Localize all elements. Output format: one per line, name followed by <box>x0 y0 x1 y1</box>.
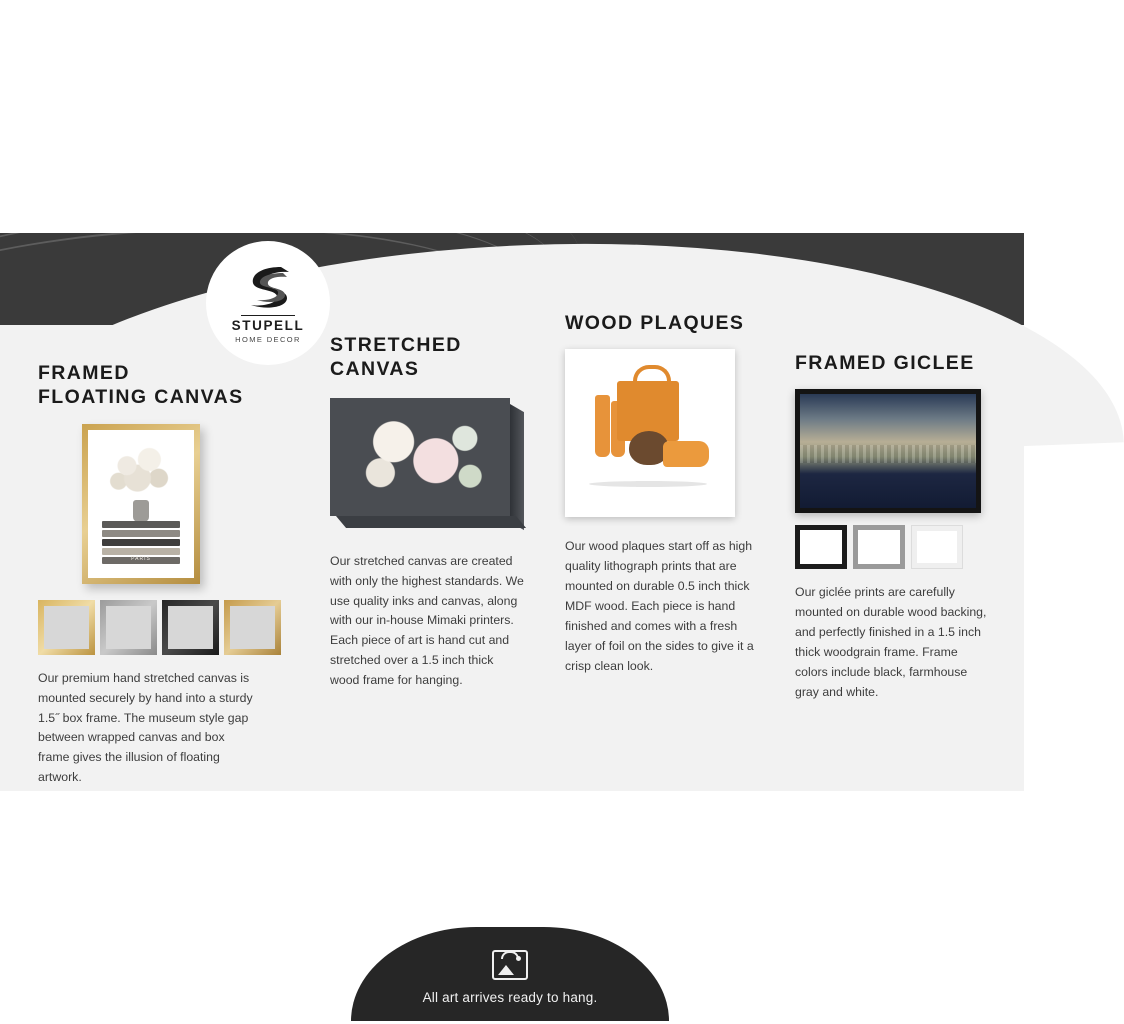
column-body-text: Our premium hand stretched canvas is mounted securely by hand into a sturdy 1.5˝ box frame. The museum style gap between wrapped canvas and box frame gives the illusion of floating artwork. <box>38 670 253 785</box>
book-label: PARIS <box>131 555 151 562</box>
brand-logo-badge <box>206 241 330 365</box>
column-title <box>330 333 540 382</box>
frame-color-farmhouse-gray[interactable] <box>853 525 905 569</box>
scarf-artwork <box>663 441 709 467</box>
stupell-swirl-logo-icon <box>241 263 295 311</box>
header-dark-bar <box>0 233 1024 325</box>
bouquet-artwork <box>106 444 176 506</box>
frame-swatch-black[interactable] <box>162 600 219 655</box>
column-title-line2: CANVAS <box>330 358 420 381</box>
column-body-text: Our stretched canvas are created with only the highest standards. We use quality inks and canvas, along with our in-house Mimaki printers. Each piece of art is hand cut and stretched over a 1.5 inch thick wood frame for hanging. <box>330 553 524 688</box>
floral-artwork <box>354 416 486 502</box>
column-wood-plaques <box>565 311 765 677</box>
infographic-band <box>0 233 1024 1005</box>
column-body-text: Our giclée prints are carefully mounted on durable wood backing, and perfectly finished in a 1.5 inch thick woodgrain frame. Frame colors include black, farmhouse gray and white. <box>795 585 987 699</box>
canvas-side-edge <box>510 404 524 530</box>
column-title-line1: FRAMED GICLEE <box>795 352 975 374</box>
product-image-wood-plaque <box>565 349 735 517</box>
column-title-line1: WOOD PLAQUES <box>565 312 745 334</box>
frame-swatch-antique-gold[interactable] <box>224 600 281 655</box>
rain-boot-artwork <box>595 395 610 457</box>
ribbon-text: All art arrives ready to hang. <box>422 990 598 1005</box>
column-title <box>38 361 290 410</box>
product-image-framed-floating-canvas <box>82 424 290 584</box>
hanger-hook-icon <box>501 951 519 959</box>
product-image-stretched-canvas <box>330 398 526 530</box>
logo-divider <box>241 315 295 316</box>
artwork-shadow <box>589 481 707 487</box>
column-title-line1: FRAMED <box>38 362 130 384</box>
column-body-text: Our wood plaques start off as high quality lithograph prints that are mounted on durable 0.5 inch thick MDF wood. Each piece is hand finished and comes with a fresh layer of foil on the sides to give it a crisp clean look. <box>565 539 754 673</box>
column-framed-giclee <box>795 351 991 703</box>
product-image-framed-giclee <box>795 389 981 513</box>
brand-name: STUPELL <box>231 317 305 333</box>
abstract-artwork <box>800 394 976 508</box>
ready-to-hang-ribbon <box>351 927 669 1021</box>
frame-swatch-gold[interactable] <box>38 600 95 655</box>
frame-color-black[interactable] <box>795 525 847 569</box>
column-title <box>795 351 991 375</box>
column-stretched-canvas <box>330 333 540 691</box>
framed-picture-icon <box>492 950 528 980</box>
column-title-line1: STRETCHED <box>330 334 462 356</box>
brand-tagline: HOME DECOR <box>235 334 301 344</box>
frame-color-row <box>795 525 991 569</box>
canvas-bottom-edge <box>336 516 526 528</box>
frame-swatch-row <box>38 600 290 655</box>
column-title <box>565 311 765 335</box>
column-framed-floating-canvas <box>38 361 290 788</box>
frame-color-white[interactable] <box>911 525 963 569</box>
column-title-line2: FLOATING CANVAS <box>38 386 244 409</box>
frame-swatch-gray[interactable] <box>100 600 157 655</box>
